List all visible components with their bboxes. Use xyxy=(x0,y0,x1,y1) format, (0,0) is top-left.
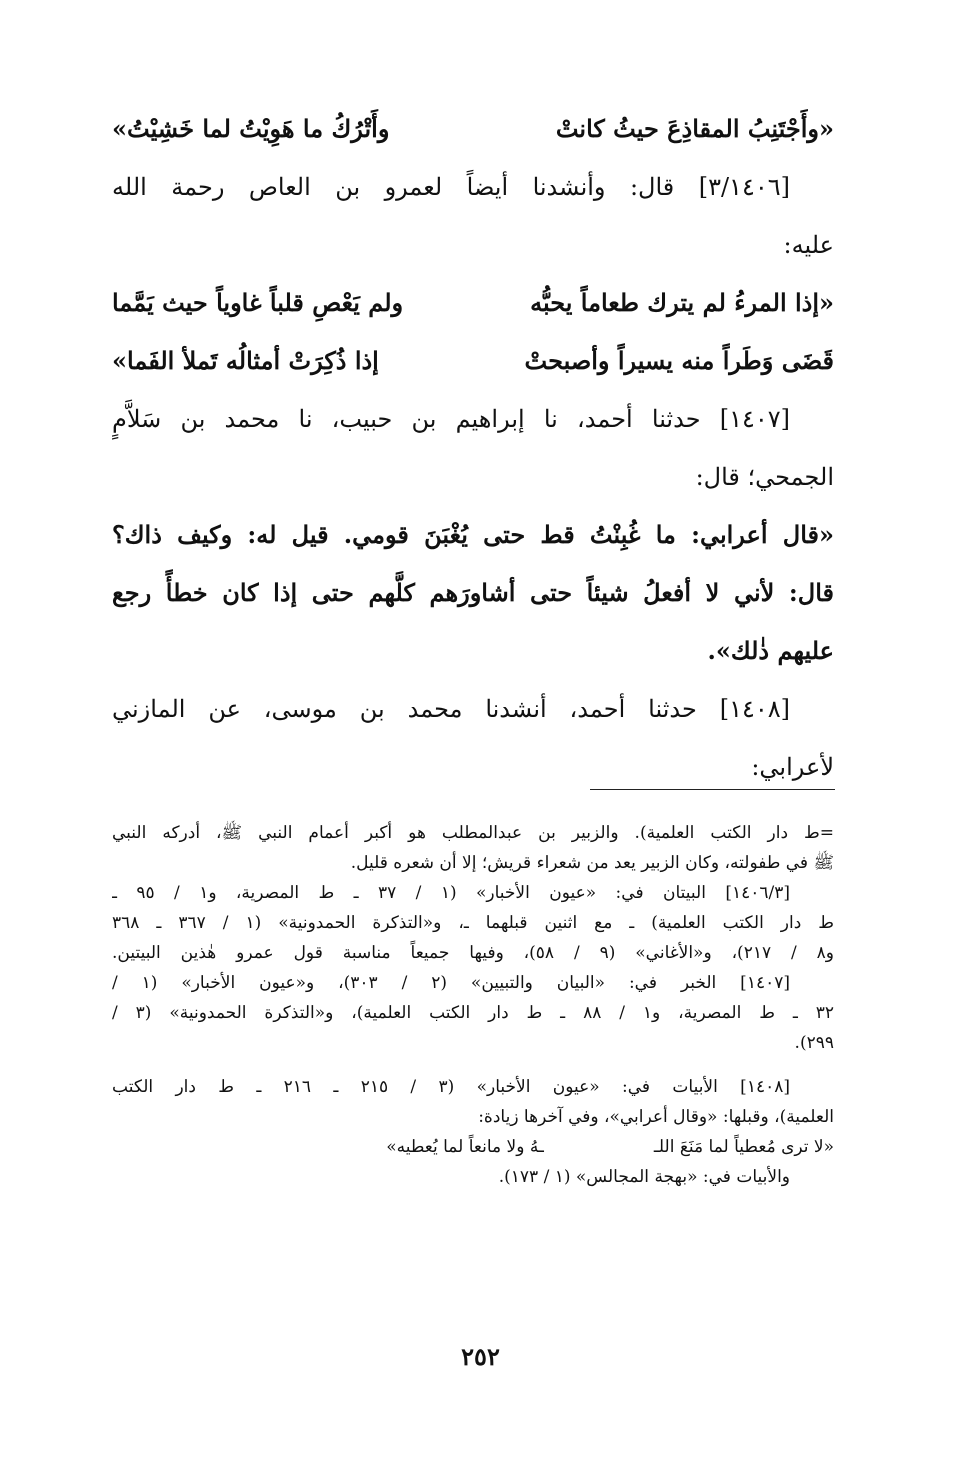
page-number: ٢٥٢ xyxy=(461,1342,500,1371)
footnote-verse-line xyxy=(112,1132,834,1162)
footnote-line: =ط دار الكتب العلمية). والزبير بن عبدالمطلب هو أكبر أعمام النبي ﷺ، أدركه النبي xyxy=(112,823,834,843)
paragraph-line: [١٤٠٨] حدثنا أحمد، أنشدنا محمد بن موسى، عن المازني xyxy=(112,695,790,723)
footnotes xyxy=(112,818,834,1192)
paragraph-line: عليه: xyxy=(783,231,834,259)
verse-hemistich-second: ـهُ ولا مانعاً لما يُعطيه» xyxy=(386,1137,544,1157)
footnote-line: ط دار الكتب العلمية) ـ مع اثنين قبلهما ـ، و«التذكرة الحمدونية» (١ / ٣٦٧ ـ ٣٦٨ xyxy=(112,913,834,933)
footnote-line: [١٤٠٧] الخبر في: «البيان والتبيين» (٢ / ٣٠٣)، و«عيون الأخبار» (١ / xyxy=(112,973,790,993)
verse-line xyxy=(112,332,834,390)
verse-hemistich-second: وأَتْرُكُ ما هَوِيْتُ لما خَشِيْتُ» xyxy=(112,114,390,143)
verse-hemistich-second: ولم يَعْصِ قلباً غاوياً حيث يَمَّما xyxy=(112,288,404,317)
footnote-separator xyxy=(590,789,835,790)
verse-line xyxy=(112,100,834,158)
verse-hemistich-first: «لا ترى مُعطياً لما مَنَعَ اللـ xyxy=(653,1137,834,1157)
footnote-gap xyxy=(112,1058,834,1072)
paragraph-line: الجمحي؛ قال: xyxy=(695,463,834,491)
main-text xyxy=(112,100,834,796)
verse-hemistich-first: «إذا المرءُ لم يترك طعاماً يحبُّه xyxy=(530,288,834,317)
verse-line xyxy=(112,274,834,332)
verse-hemistich-first: «وأَجْتَنِبُ المقاذِعَ حيثُ كانتْ xyxy=(555,114,834,143)
footnote-line: و٨ / ٢١٧)، و«الأغاني» (٩ / ٥٨)، وفيها جميعاً مناسبة قول عمرو هٰذين البيتين. xyxy=(112,943,834,963)
footnote-line: ٣٢ ـ ط المصرية، و١ / ٨٨ ـ ط دار الكتب العلمية)، و«التذكرة الحمدونية» (٣ / xyxy=(112,1003,834,1023)
quote-line: «قال أعرابي: ما غُبِنْتُ قط حتى يُغْبَنَ قومي. قيل له: وكيف ذاك؟ xyxy=(112,520,834,549)
quote-line: قال: لأني لا أفعلُ شيئاً حتى أشاورَهم كلَّهم حتى إذا كان خطأً رجع xyxy=(112,578,834,607)
footnote-line: [١٤٠٦/٣] البيتان في: «عيون الأخبار» (١ / ٣٧ ـ ط المصرية، و١ / ٩٥ ـ xyxy=(112,883,790,903)
footnote-line: العلمية)، وقبلها: «وقال أعرابي»، وفي آخرها زيادة: xyxy=(478,1107,834,1127)
paragraph-line: [١٤٠٧] حدثنا أحمد، نا إبراهيم بن حبيب، نا محمد بن سَلاَّمٍ xyxy=(112,405,790,433)
verse-hemistich-first: قَضَى وَطَراً منه يسيراً وأصبحتْ xyxy=(524,346,834,375)
paragraph-line: لأعرابي: xyxy=(751,753,834,781)
footnote-line: ٢٩٩). xyxy=(794,1033,834,1053)
paragraph-line: [٣/١٤٠٦] قال: وأنشدنا أيضاً لعمرو بن العاص رحمة الله xyxy=(112,173,790,201)
footnote-line: [١٤٠٨] الأبيات في: «عيون الأخبار» (٣ / ٢١٥ ـ ٢١٦ ـ ط دار الكتب xyxy=(112,1077,790,1097)
footnote-line: والأبيات في: «بهجة المجالس» (١ / ١٧٣). xyxy=(498,1167,790,1187)
footnote-line: ﷺ في طفولته، وكان الزبير يعد من شعراء قريش؛ إلا أن شعره قليل. xyxy=(350,853,834,873)
quote-line: عليهم ذٰلك». xyxy=(707,636,834,665)
verse-hemistich-second: إذا ذُكِرَتْ أمثالُه تَملأ الفَما» xyxy=(112,346,379,375)
